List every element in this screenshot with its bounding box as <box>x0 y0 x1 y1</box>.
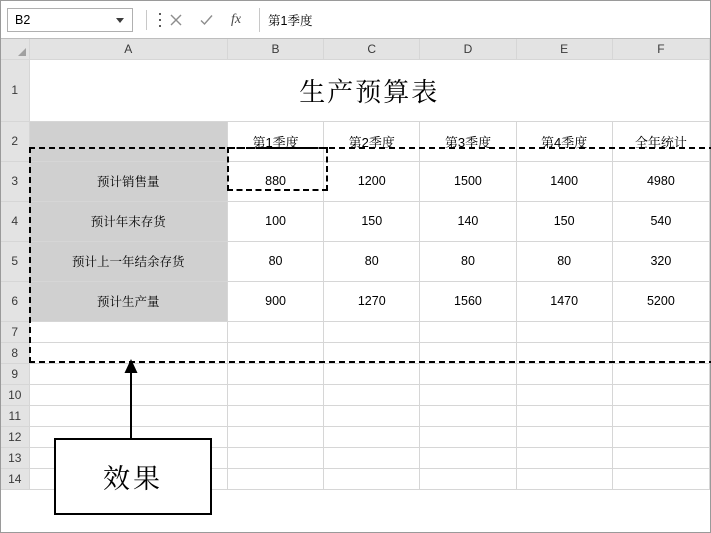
cell-d5[interactable]: 80 <box>420 241 516 281</box>
cell-a4[interactable]: 预计年末存货 <box>29 201 227 241</box>
cell-c4[interactable]: 150 <box>324 201 420 241</box>
cell-e11[interactable] <box>516 405 612 426</box>
cell-b14[interactable] <box>227 468 323 489</box>
table-row <box>1 121 710 161</box>
cell-b3[interactable]: 880 <box>227 161 323 201</box>
cell-d4[interactable]: 140 <box>420 201 516 241</box>
cell-a7[interactable] <box>29 321 227 342</box>
row-header-6[interactable]: 6 <box>1 281 29 321</box>
cell-c12[interactable] <box>324 426 420 447</box>
name-box[interactable] <box>7 8 133 32</box>
column-header-f[interactable]: F <box>612 39 709 59</box>
cell-f12[interactable] <box>612 426 709 447</box>
cell-c8[interactable] <box>324 342 420 363</box>
column-header-b[interactable]: B <box>227 39 323 59</box>
table-row <box>1 342 710 363</box>
cell-b4[interactable]: 100 <box>227 201 323 241</box>
cell-b5[interactable]: 80 <box>227 241 323 281</box>
column-header-c[interactable]: C <box>324 39 420 59</box>
cell-a2[interactable] <box>29 121 227 161</box>
cell-c2[interactable]: 第2季度 <box>324 121 420 161</box>
table-row <box>1 405 710 426</box>
row-header-5[interactable]: 5 <box>1 241 29 281</box>
cell-f8[interactable] <box>612 342 709 363</box>
cell-f10[interactable] <box>612 384 709 405</box>
cell-f9[interactable] <box>612 363 709 384</box>
row-header-11[interactable]: 11 <box>1 405 29 426</box>
row-header-10[interactable]: 10 <box>1 384 29 405</box>
cell-e2[interactable]: 第4季度 <box>516 121 612 161</box>
cell-c13[interactable] <box>324 447 420 468</box>
cell-d2[interactable]: 第3季度 <box>420 121 516 161</box>
cell-d3[interactable]: 1500 <box>420 161 516 201</box>
column-header-e[interactable]: E <box>516 39 612 59</box>
cell-c7[interactable] <box>324 321 420 342</box>
formula-bar <box>1 1 710 39</box>
cell-d10[interactable] <box>420 384 516 405</box>
row-header-4[interactable]: 4 <box>1 201 29 241</box>
table-row <box>1 59 710 121</box>
cell-b13[interactable] <box>227 447 323 468</box>
divider <box>146 10 147 30</box>
cell-f7[interactable] <box>612 321 709 342</box>
cell-b6[interactable]: 900 <box>227 281 323 321</box>
cell-f2[interactable]: 全年统计 <box>612 121 709 161</box>
table-row <box>1 321 710 342</box>
row-header-8[interactable]: 8 <box>1 342 29 363</box>
cell-a6[interactable]: 预计生产量 <box>29 281 227 321</box>
cell-e4[interactable]: 150 <box>516 201 612 241</box>
table-row <box>1 363 710 384</box>
cell-e13[interactable] <box>516 447 612 468</box>
row-header-12[interactable]: 12 <box>1 426 29 447</box>
cell-b9[interactable] <box>227 363 323 384</box>
cell-c5[interactable]: 80 <box>324 241 420 281</box>
cell-d6[interactable]: 1560 <box>420 281 516 321</box>
formula-input[interactable]: 第1季度 <box>259 8 704 32</box>
insert-function-button[interactable]: fx <box>230 11 242 27</box>
cell-b7[interactable] <box>227 321 323 342</box>
cell-c6[interactable]: 1270 <box>324 281 420 321</box>
callout-box: 效果 <box>54 438 212 515</box>
cell-f14[interactable] <box>612 468 709 489</box>
cell-f4[interactable]: 540 <box>612 201 709 241</box>
cell-b10[interactable] <box>227 384 323 405</box>
callout-arrow-icon <box>123 359 139 441</box>
cell-a5[interactable]: 预计上一年结余存货 <box>29 241 227 281</box>
name-box-value: B2 <box>15 12 31 27</box>
row-header-7[interactable]: 7 <box>1 321 29 342</box>
cell-b11[interactable] <box>227 405 323 426</box>
row-header-3[interactable]: 3 <box>1 161 29 201</box>
table-row <box>1 241 710 281</box>
chevron-down-icon[interactable] <box>116 18 124 23</box>
column-header-d[interactable]: D <box>420 39 516 59</box>
cell-c14[interactable] <box>324 468 420 489</box>
sheet-title[interactable]: 生产预算表 <box>29 59 709 121</box>
table-row <box>1 384 710 405</box>
cell-e6[interactable]: 1470 <box>516 281 612 321</box>
row-header-2[interactable]: 2 <box>1 121 29 161</box>
cell-c9[interactable] <box>324 363 420 384</box>
cell-d11[interactable] <box>420 405 516 426</box>
cell-d12[interactable] <box>420 426 516 447</box>
cell-a3[interactable]: 预计销售量 <box>29 161 227 201</box>
cell-e3[interactable]: 1400 <box>516 161 612 201</box>
select-all-corner[interactable] <box>1 39 29 59</box>
table-row <box>1 161 710 201</box>
sheet-table <box>1 39 710 490</box>
cell-e9[interactable] <box>516 363 612 384</box>
table-row <box>1 281 710 321</box>
cell-d14[interactable] <box>420 468 516 489</box>
cell-f11[interactable] <box>612 405 709 426</box>
cell-c3[interactable]: 1200 <box>324 161 420 201</box>
cancel-formula-button[interactable] <box>161 7 191 33</box>
cell-c10[interactable] <box>324 384 420 405</box>
cell-f6[interactable]: 5200 <box>612 281 709 321</box>
cell-f3[interactable]: 4980 <box>612 161 709 201</box>
cell-f5[interactable]: 320 <box>612 241 709 281</box>
cell-e12[interactable] <box>516 426 612 447</box>
cell-e14[interactable] <box>516 468 612 489</box>
row-header-13[interactable]: 13 <box>1 447 29 468</box>
cell-b2[interactable]: 第1季度 <box>227 121 323 161</box>
row-header-14[interactable]: 14 <box>1 468 29 489</box>
column-header-a[interactable]: A <box>29 39 227 59</box>
cell-d9[interactable] <box>420 363 516 384</box>
cell-d8[interactable] <box>420 342 516 363</box>
cell-d7[interactable] <box>420 321 516 342</box>
cell-b12[interactable] <box>227 426 323 447</box>
cell-c11[interactable] <box>324 405 420 426</box>
table-row <box>1 201 710 241</box>
cell-b8[interactable] <box>227 342 323 363</box>
cell-e8[interactable] <box>516 342 612 363</box>
cell-e10[interactable] <box>516 384 612 405</box>
column-header-row <box>1 39 710 59</box>
row-header-9[interactable]: 9 <box>1 363 29 384</box>
confirm-formula-button[interactable] <box>191 7 221 33</box>
corner-triangle-icon <box>18 48 26 56</box>
cell-f13[interactable] <box>612 447 709 468</box>
cell-e5[interactable]: 80 <box>516 241 612 281</box>
cell-d13[interactable] <box>420 447 516 468</box>
row-header-1[interactable]: 1 <box>1 59 29 121</box>
cell-e7[interactable] <box>516 321 612 342</box>
